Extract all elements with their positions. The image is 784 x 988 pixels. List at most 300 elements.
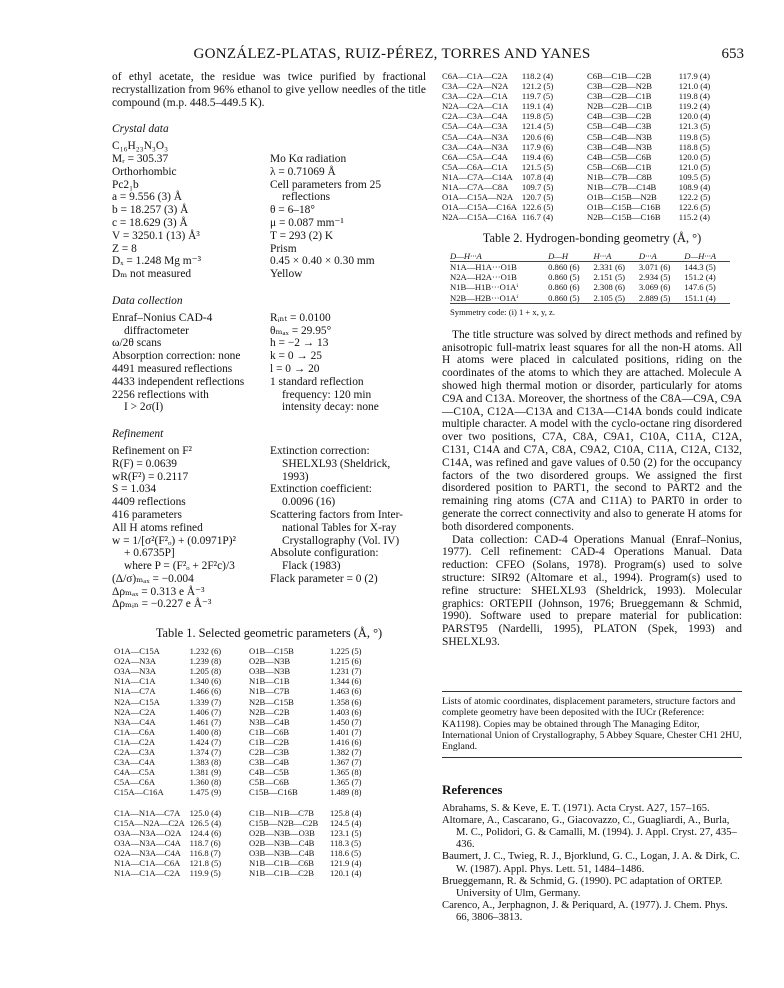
table-cell: N2B—H2B···O1Aⁱ	[450, 293, 548, 304]
table-cell: 109.7 (5)	[521, 182, 554, 193]
table-cell: N1B—C1B	[248, 676, 290, 687]
table-cell: N1A—C7A	[114, 686, 156, 697]
table-cell: C15A—C16A	[114, 787, 164, 798]
table-cell: 120.6 (6)	[521, 131, 554, 142]
table-cell: N2A—H2A···O1B	[450, 272, 517, 283]
table-cell: O3B—N3B	[248, 666, 291, 677]
table-cell: O1A—C15A—N2A	[442, 192, 514, 203]
table-cell	[249, 797, 330, 807]
table-row	[442, 192, 738, 202]
table-cell: 121.9 (4)	[329, 858, 362, 869]
table-cell: 120.0 (5)	[678, 151, 711, 162]
table-cell: N2B—C2B—C1B	[587, 101, 652, 112]
table-cell: 122.6 (5)	[678, 202, 711, 213]
table-cell: N3B—C4B	[248, 716, 290, 727]
table-row	[450, 272, 730, 282]
table-row	[442, 172, 738, 182]
table-row	[114, 697, 384, 707]
table-cell: 1.360 (8)	[189, 777, 222, 788]
table-cell: 117.9 (6)	[521, 141, 554, 152]
table-cell: C2A—C3A	[114, 747, 156, 758]
table-cell: 1.463 (6)	[329, 686, 362, 697]
table-cell: 116.7 (4)	[521, 212, 554, 223]
table-cell: 118.6 (5)	[329, 847, 362, 858]
table-cell: 0.860 (5)	[548, 293, 593, 304]
refinement-right-line: Crystallography (Vol. IV)	[282, 534, 400, 547]
table-cell: 2.105 (5)	[593, 293, 638, 304]
structure-paragraph: The title structure was solved by direct methods and refined by anisotropic full-matrix least squares for all the non-H atoms. All H atoms were placed in calculated positions, riding on the coordinates of the atoms to which they are attached. Molecule A showed high thermal motion or disorder, particularly for atoms C9A and C13A. Moreover, the shortness of the C8A—C9A, C9A—C10A, C12A—C13A and C13A—C14A bonds could indicate multiple character. A model with the cyclo-octane ring disordered over two positions, C7A, C8A, C9A1, C10A, C11A, C12A, C131, C14A and C7A, C8A, C9A2, C10A, C11A, C12A, C132, C14A, was refined and gave values of 0.50 (2) for the occupancy factors of the two disordered groups. We assigned the first disordered position to PART1, the second to PART2 and the remaining ring atoms (C7A and C11A) to PART0 in order to generate the correct connectivity and also to generate H atoms for both disordered components.	[442, 328, 742, 533]
table-cell: 1.365 (7)	[329, 777, 362, 788]
table2-header-cell: H···A	[593, 251, 638, 262]
table-cell: C5B—C6B	[248, 777, 290, 788]
crystal-right-line: reflections	[282, 191, 331, 204]
refinement-right-line: Extinction correction:	[270, 444, 370, 457]
table-cell: O3A—N3A—O2A	[114, 827, 182, 838]
table-cell: C5A—C4A—C3A	[442, 121, 508, 132]
table-cell: C4B—C3B—C2B	[587, 111, 652, 122]
table-cell: O3A—N3A	[114, 666, 157, 677]
references-section	[442, 781, 742, 925]
table-cell: 1.382 (7)	[329, 747, 362, 758]
table-cell: 1.344 (6)	[329, 676, 362, 687]
collection-right-line: frequency: 120 min	[282, 388, 372, 401]
collection-left-line: Enraf–Nonius CAD-4	[112, 311, 213, 324]
table-cell: N1A—C7A—C8A	[442, 182, 509, 193]
table-cell: 120.0 (4)	[678, 111, 711, 122]
references-heading: References	[442, 781, 503, 797]
collection-right-line: intensity decay: none	[282, 401, 379, 414]
table-cell: C15B—C16B	[248, 787, 298, 798]
crystal-data-heading: Crystal data	[112, 123, 169, 136]
table2-hbond	[450, 251, 730, 303]
table-cell: N1B—C1B—C2B	[248, 868, 314, 879]
table-cell: 121.3 (5)	[678, 121, 711, 132]
table-cell: 126.5 (4)	[189, 817, 222, 828]
table-row	[114, 737, 384, 747]
table-cell: 1.367 (7)	[329, 757, 362, 768]
table-cell: 3.071 (6)	[638, 262, 671, 273]
table-cell: 119.8 (5)	[678, 131, 710, 142]
table-cell: 121.0 (4)	[678, 81, 711, 92]
table-row	[442, 111, 738, 121]
table-cell: 1.358 (6)	[329, 696, 362, 707]
software-paragraph: Data collection: CAD-4 Operations Manual (Enraf–Nonius, 1977). Cell refinement: CAD-4 Operations Manual. Data reduction: CFEO (Solans, 1978). Program(s) used to solve structure: SIR92 (Altomare et al., 1994). Program(s) used to refine structure: SHELXL93 (Sheldrick, 1993). Molecular graphics: ORTEPII (Johnson, 1976; Brueggemann & Schmid, 1990). Software used to prepare material for publication: PARST95 (Nardelli, 1995), PLATON (Spek, 1993) and SHELXL93.	[442, 533, 742, 648]
table2-header-row	[450, 251, 730, 262]
refinement-right-line: national Tables for X-ray	[282, 521, 397, 534]
table-cell: N2B—C2B	[248, 706, 290, 717]
table-cell: C1B—N1B—C7B	[248, 807, 314, 818]
crystal-left-line: Dₓ = 1.248 Mg m⁻³	[112, 255, 202, 268]
table-cell: 1.450 (7)	[329, 716, 362, 727]
table-cell: 151.2 (4)	[684, 272, 716, 283]
table2-header-cell: D···A	[639, 251, 684, 262]
table-cell: C3B—C2B—N2B	[587, 81, 652, 92]
table-cell: 151.1 (4)	[684, 293, 730, 304]
refinement-left-line: wR(F²) = 0.2117	[112, 470, 189, 483]
table-cell: C2A—C3A—C4A	[442, 111, 508, 122]
table-cell: O2A—N3A	[114, 656, 157, 667]
table-cell: 2.151 (5)	[593, 272, 625, 283]
table-cell: N1B—C7B—C14B	[587, 182, 657, 193]
table-cell: 1.383 (8)	[189, 757, 222, 768]
table-cell: 119.8 (4)	[678, 91, 710, 102]
table-cell: 1.374 (7)	[189, 747, 222, 758]
table2-header-cell: D—H	[548, 251, 593, 262]
table-row	[114, 686, 384, 696]
crystal-left-line: V = 3250.1 (13) Å³	[112, 229, 200, 242]
table-row	[114, 656, 384, 666]
table-row	[114, 808, 384, 818]
refinement-right-line: SHELXL93 (Sheldrick,	[282, 457, 391, 470]
crystal-right-line: 0.45 × 0.40 × 0.30 mm	[270, 255, 375, 268]
table-cell: C3A—C2A—N2A	[442, 81, 509, 92]
crystal-right-line: Cell parameters from 25	[270, 178, 382, 191]
table-cell: 1.215 (6)	[329, 656, 362, 667]
data-collection-block	[112, 312, 426, 414]
table-cell: N1A—H1A···O1B	[450, 262, 517, 273]
crystal-right-line: θ = 6–18°	[270, 204, 315, 217]
table-cell: 119.9 (5)	[189, 868, 221, 879]
table-cell: 118.3 (5)	[329, 837, 362, 848]
table-cell: N1A—C1A—C2A	[114, 868, 181, 879]
table-row	[114, 818, 384, 828]
table-cell: 123.1 (5)	[329, 827, 362, 838]
collection-right-line: θₘₐₓ = 29.95°	[270, 324, 332, 337]
table2-header-cell: D—H···A	[450, 251, 548, 262]
table-cell: C3A—C4A—N3A	[442, 141, 509, 152]
table-cell: 125.0 (4)	[189, 807, 222, 818]
table-cell: 144.3 (5)	[684, 262, 716, 273]
table-cell: 1.239 (8)	[189, 656, 222, 667]
symmetry-code: Symmetry code: (i) 1 + x, y, z.	[450, 306, 556, 317]
table-cell: 124.4 (6)	[189, 827, 222, 838]
table-cell: 121.8 (5)	[189, 858, 222, 869]
table-row	[442, 91, 738, 101]
table-cell: 2.889 (5)	[639, 293, 684, 304]
table-row	[442, 132, 738, 142]
table-cell: 1.381 (9)	[189, 767, 222, 778]
table-cell: 1.475 (9)	[189, 787, 222, 798]
table-cell: N1B—C1B—C6B	[248, 858, 314, 869]
right-column	[442, 71, 742, 925]
running-title: GONZÁLEZ-PLATAS, RUIZ-PÉREZ, TORRES AND YANES	[193, 46, 591, 62]
collection-left-line: 4433 independent reflections	[112, 375, 245, 388]
table-cell: 1.461 (7)	[189, 716, 222, 727]
table-cell	[330, 797, 384, 807]
table-row	[114, 646, 384, 656]
reference-item: Altomare, A., Cascarano, G., Giacovazzo, C., Guagliardi, A., Burla, M. C., Polidori, G. & Camalli, M. (1994). J. Appl. Cryst. 27, 435–436.	[442, 814, 737, 851]
table-cell: 118.2 (4)	[521, 71, 554, 81]
table-cell: C1A—N1A—C7A	[114, 807, 181, 818]
table-row	[450, 282, 730, 292]
crystal-left-line: C₁₆H₂₃N₃O₃	[112, 140, 169, 153]
table-cell: N2A—C2A—C1A	[442, 101, 509, 112]
table-cell: 1.403 (6)	[329, 706, 362, 717]
table-cell: 119.8 (5)	[521, 111, 554, 122]
table-cell: 147.6 (5)	[684, 282, 716, 293]
refinement-left-line: + 0.6735P]	[124, 547, 175, 560]
table-row	[442, 152, 738, 162]
table-cell: 3.069 (6)	[638, 282, 671, 293]
table-cell: 1.466 (6)	[189, 686, 222, 697]
crystal-right-line: μ = 0.087 mm⁻¹	[270, 216, 344, 229]
crystal-right-line	[270, 140, 426, 153]
table-cell: 121.4 (5)	[521, 121, 554, 132]
crystal-right-line: Mo Kα radiation	[270, 152, 347, 165]
refinement-left-line: All H atoms refined	[112, 521, 203, 534]
table-cell: N2B—C15B	[248, 696, 294, 707]
collection-left-line: ω/2θ scans	[112, 337, 162, 350]
table-cell: 118.7 (6)	[189, 837, 221, 848]
deposit-note: Lists of atomic coordinates, displacement parameters, structure factors and complete geometry have been deposited with the IUCr (Reference: KA1198). Copies may be obtained through The Managing Editor, International Union of Crystallography, 5 Abbey Square, Chester CH1 2HU, England.	[442, 691, 742, 758]
refinement-left-line: w = 1/[σ²(F²ₒ) + (0.0971P)²	[112, 534, 236, 547]
table-cell: 120.1 (4)	[329, 868, 362, 879]
crystal-left-line: a = 9.556 (3) Å	[112, 191, 183, 204]
refinement-left-line: 4409 reflections	[112, 496, 186, 509]
table-cell: O1B—C15B—C16B	[587, 202, 661, 213]
table-cell: C3B—C4B—N3B	[587, 141, 652, 152]
refinement-left-line: where P = (F²ₒ + 2F²c)/3	[124, 560, 235, 573]
table-cell: C3A—C4A	[114, 757, 156, 768]
table-row	[114, 707, 384, 717]
table-cell: C3B—C4B	[248, 757, 290, 768]
table-cell: 2.331 (6)	[593, 262, 625, 273]
refinement-right-line: 1993)	[282, 470, 309, 483]
table-cell: 2.934 (5)	[638, 272, 671, 283]
table-cell: C15A—N2A—C2A	[114, 817, 185, 828]
table-cell: C5B—C4B—C3B	[587, 121, 652, 132]
table-cell: O1A—C15A	[114, 646, 160, 657]
table-cell: 0.860 (6)	[548, 282, 580, 293]
table1-geometry	[114, 646, 384, 878]
table-row	[442, 202, 738, 212]
table-cell: N1A—C7A—C14A	[442, 171, 513, 182]
table-cell: 1.225 (5)	[329, 646, 362, 657]
table-cell: C4A—C5A	[114, 767, 156, 778]
table-row	[442, 101, 738, 111]
table-cell: C6A—C1A—C2A	[442, 71, 508, 81]
table-cell	[114, 797, 190, 807]
reference-item: Baumert, J. C., Twieg, R. J., Bjorklund, G. C., Logan, J. A. & Dirk, C. W. (1987). Appl. Phys. Lett. 51, 1484–1486.	[442, 851, 740, 875]
table-cell: 1.401 (7)	[329, 726, 362, 737]
reference-item: Carenco, A., Jerphagnon, J. & Periquard, A. (1977). J. Chem. Phys. 66, 3806–3813.	[442, 900, 728, 924]
table-cell: N3A—C4A	[114, 716, 156, 727]
table-cell: 1.489 (8)	[329, 787, 362, 798]
collection-left-line: 2256 reflections with	[112, 388, 209, 401]
table-row	[442, 142, 738, 152]
table-cell: 1.205 (8)	[189, 666, 222, 677]
table-row	[114, 868, 384, 878]
table-cell: 119.4 (6)	[521, 151, 554, 162]
refinement-left-line: S = 1.034	[112, 483, 157, 496]
refinement-right-line	[270, 598, 426, 611]
table-cell: C1B—C2B	[248, 736, 290, 747]
table-cell: C5A—C4A—N3A	[442, 131, 509, 142]
table-cell: C15B—N2B—C2B	[248, 817, 319, 828]
refinement-right-line: Flack (1983)	[282, 560, 341, 573]
refinement-left-line: Δρₘᵢₙ = −0.227 e Å⁻³	[112, 598, 212, 611]
table-cell: O2B—N3B	[248, 656, 291, 667]
references-list	[442, 803, 742, 925]
table-cell: 1.232 (6)	[189, 646, 222, 657]
table-row	[114, 797, 384, 807]
table-cell: N1B—C7B	[248, 686, 290, 697]
table-cell: 1.416 (6)	[329, 736, 362, 747]
refinement-right-line: Flack parameter = 0 (2)	[270, 572, 378, 585]
table-row	[442, 81, 738, 91]
table-cell: C5A—C6A—C1A	[442, 161, 508, 172]
table1-caption: Table 1. Selected geometric parameters (Å, °)	[155, 626, 383, 641]
table-cell: 109.5 (5)	[678, 171, 711, 182]
refinement-left-line: (Δ/σ)ₘₐₓ = −0.004	[112, 572, 194, 585]
table-cell: 108.9 (4)	[678, 182, 711, 193]
crystal-right-line: λ = 0.71069 Å	[270, 165, 336, 178]
table-cell: C4B—C5B	[248, 767, 290, 778]
refinement-left-line: 416 parameters	[112, 508, 182, 521]
page-number: 653	[721, 46, 744, 62]
table-cell: N1A—C1A	[114, 676, 156, 687]
refinement-right-line: Extinction coefficient:	[270, 483, 372, 496]
table-cell: C3A—C2A—C1A	[442, 91, 508, 102]
table-row	[114, 787, 384, 797]
table-cell: C1A—C6A	[114, 726, 156, 737]
left-column	[112, 71, 426, 878]
table-cell: C6B—C1B—C2B	[587, 71, 652, 81]
page-header	[0, 46, 784, 68]
table-row	[114, 676, 384, 686]
table2-header-cell: D—H···A	[684, 251, 730, 262]
table-row	[114, 747, 384, 757]
table-cell	[190, 797, 249, 807]
table-cell: C5B—C6B—C1B	[587, 161, 652, 172]
refinement-heading: Refinement	[112, 428, 164, 441]
table-cell: 0.860 (5)	[548, 272, 580, 283]
table-cell: N1B—H1B···O1Aⁱ	[450, 282, 519, 293]
collection-right-line: k = 0 → 25	[270, 350, 322, 363]
collection-left-line: diffractometer	[124, 324, 189, 337]
table-cell: O3A—N3A—C4A	[114, 837, 181, 848]
table-cell: 116.8 (7)	[189, 847, 221, 858]
table-cell: 121.2 (5)	[521, 81, 554, 92]
collection-right-line: h = −2 → 13	[270, 337, 329, 350]
table-row	[114, 777, 384, 787]
table-cell: 1.231 (7)	[329, 666, 362, 677]
collection-right-line: l = 0 → 20	[270, 362, 320, 375]
table-cell: O2B—N3B—O3B	[248, 827, 315, 838]
intro-paragraph: of ethyl acetate, the residue was twice purified by fractional recrystallization from 96% ethanol to give yellow needles of the title compound (m.p. 448.5–449.5 K).	[112, 71, 426, 109]
table-cell: N2A—C2A	[114, 706, 156, 717]
table-cell: 0.860 (6)	[548, 262, 580, 273]
table-cell: C3B—C2B—C1B	[587, 91, 652, 102]
crystal-right-line: T = 293 (2) K	[270, 229, 334, 242]
table-cell: 1.424 (7)	[189, 736, 222, 747]
table-cell: C5B—C4B—N3B	[587, 131, 652, 142]
crystal-left-line: Orthorhombic	[112, 165, 177, 178]
table-cell: N1A—C1A—C6A	[114, 858, 181, 869]
crystal-right-line: Prism	[270, 242, 297, 255]
table-cell: 125.8 (4)	[329, 807, 362, 818]
collection-right-line: 1 standard reflection	[270, 375, 364, 388]
table-cell: 1.340 (6)	[189, 676, 222, 687]
table-cell: N1B—C7B—C8B	[587, 171, 652, 182]
table-cell: 1.339 (7)	[189, 696, 222, 707]
table-cell: 122.2 (5)	[678, 192, 711, 203]
table-row	[114, 838, 384, 848]
crystal-left-line: Pc2₁b	[112, 178, 139, 191]
table-cell: O2B—N3B—C4B	[248, 837, 315, 848]
table-row	[114, 666, 384, 676]
refinement-right-line: 0.0096 (16)	[282, 496, 336, 509]
table-row	[114, 848, 384, 858]
refinement-right-line	[270, 586, 426, 599]
refinement-right-line: Scattering factors from Inter-	[270, 508, 403, 521]
collection-left-line: 4491 measured reflections	[112, 362, 233, 375]
table-cell: 121.5 (5)	[521, 161, 554, 172]
crystal-right-line: Yellow	[270, 268, 303, 281]
collection-right-line: Rᵢₙₜ = 0.0100	[270, 311, 331, 324]
table-cell: N2A—C15A—C16A	[442, 212, 517, 223]
table-row	[442, 121, 738, 131]
table-cell: 1.400 (8)	[189, 726, 222, 737]
reference-item: Brueggemann, R. & Schmid, G. (1990). PC adaptation of ORTEP. University of Ulm, Germany.	[442, 875, 723, 899]
table-row	[114, 717, 384, 727]
table-cell: C4B—C5B—C6B	[587, 151, 652, 162]
table-cell: 121.0 (5)	[678, 161, 711, 172]
table-cell: C1B—C6B	[248, 726, 290, 737]
table-cell: O3B—N3B—C4B	[248, 847, 315, 858]
refinement-left-line: R(F) = 0.0639	[112, 457, 177, 470]
collection-left-line: Absorption correction: none	[112, 350, 241, 363]
table-row	[114, 858, 384, 868]
table-cell: 1.406 (7)	[189, 706, 222, 717]
table-cell: 2.308 (6)	[593, 282, 625, 293]
table-cell: 122.6 (5)	[521, 202, 554, 213]
crystal-left-line: Dₘ not measured	[112, 268, 192, 281]
reference-item: Abrahams, S. & Keve, E. T. (1971). Acta Cryst. A27, 157–165.	[442, 802, 710, 814]
data-collection-heading: Data collection	[112, 294, 183, 307]
table-cell: 1.365 (8)	[329, 767, 362, 778]
table-cell: O1B—C15B—N2B	[587, 192, 657, 203]
table-cell: 119.7 (5)	[521, 91, 554, 102]
collection-left-line: I > 2σ(I)	[124, 401, 164, 414]
crystal-left-line: Z = 8	[112, 242, 137, 255]
table-cell: 117.9 (4)	[678, 71, 710, 81]
table-cell: O1B—C15B	[248, 646, 294, 657]
refinement-left-line: Δρₘₐₓ = 0.313 e Å⁻³	[112, 585, 205, 598]
table-cell: N2A—C15A	[114, 696, 160, 707]
table-row	[442, 71, 738, 81]
table-cell: 107.8 (4)	[521, 171, 554, 182]
crystal-data-block	[112, 140, 426, 281]
table-row	[450, 293, 730, 304]
table-row	[442, 182, 738, 192]
table-cell: 118.8 (5)	[678, 141, 710, 152]
refinement-block	[112, 445, 426, 611]
table-cell: C5A—C6A	[114, 777, 156, 788]
table-cell: C1A—C2A	[114, 736, 156, 747]
table-cell: N2B—C15B—C16B	[587, 212, 661, 223]
table-row	[114, 727, 384, 737]
table-row	[450, 262, 730, 273]
table-cell: O1A—C15A—C16A	[442, 202, 517, 213]
table-cell: 120.7 (5)	[521, 192, 554, 203]
table-cell: 115.2 (4)	[678, 212, 710, 223]
table-row	[442, 212, 738, 222]
table-cell: 119.2 (4)	[678, 101, 710, 112]
table-row	[114, 828, 384, 838]
table-cell: C2B—C3B	[248, 747, 290, 758]
table-cell: O2A—N3A—C4A	[114, 847, 181, 858]
